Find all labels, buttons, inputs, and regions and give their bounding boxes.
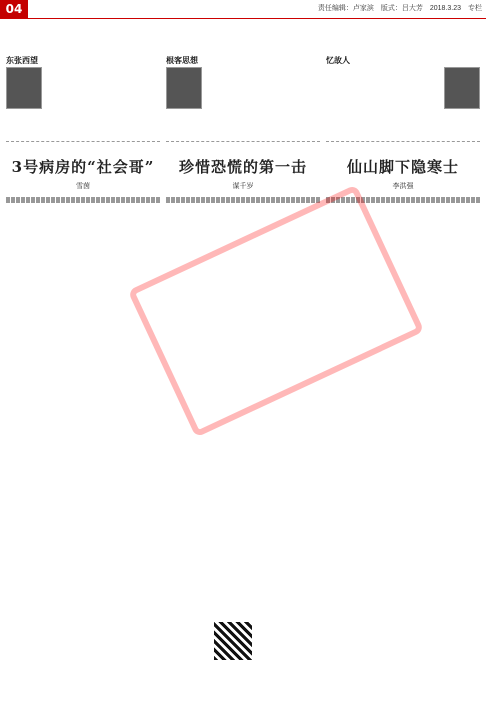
article-headline: 3号病房的“社会哥” (11, 158, 155, 176)
article-author: 李洪强 (392, 183, 414, 190)
page-number: 04 (0, 0, 28, 18)
column-2 (166, 55, 320, 206)
body-text (6, 197, 160, 203)
article-headline: 珍惜恐慌的第一击 (178, 158, 307, 176)
column-tag: 忆故人 (326, 56, 350, 65)
profile-box (6, 55, 160, 142)
qr-code (214, 622, 252, 660)
column-tag: 根客思想 (166, 56, 198, 65)
article-author: 雪茵 (76, 183, 90, 190)
article-author: 谋千岁 (232, 183, 254, 190)
avatar (166, 67, 202, 109)
article-headline: 仙山脚下隐寒士 (346, 158, 459, 176)
column-1 (6, 55, 160, 206)
avatar (6, 67, 42, 109)
body-text (166, 197, 320, 203)
profile-box (326, 55, 480, 142)
watermark-stamp (128, 184, 425, 437)
header-meta: 责任编辑：卢家滨 版式：吕大芳 2018.3.23 专栏 (317, 5, 482, 12)
column-3 (326, 55, 480, 206)
avatar (444, 67, 480, 109)
page-header (0, 0, 486, 19)
column-tag: 东张西望 (6, 56, 38, 65)
profile-box (166, 55, 320, 142)
